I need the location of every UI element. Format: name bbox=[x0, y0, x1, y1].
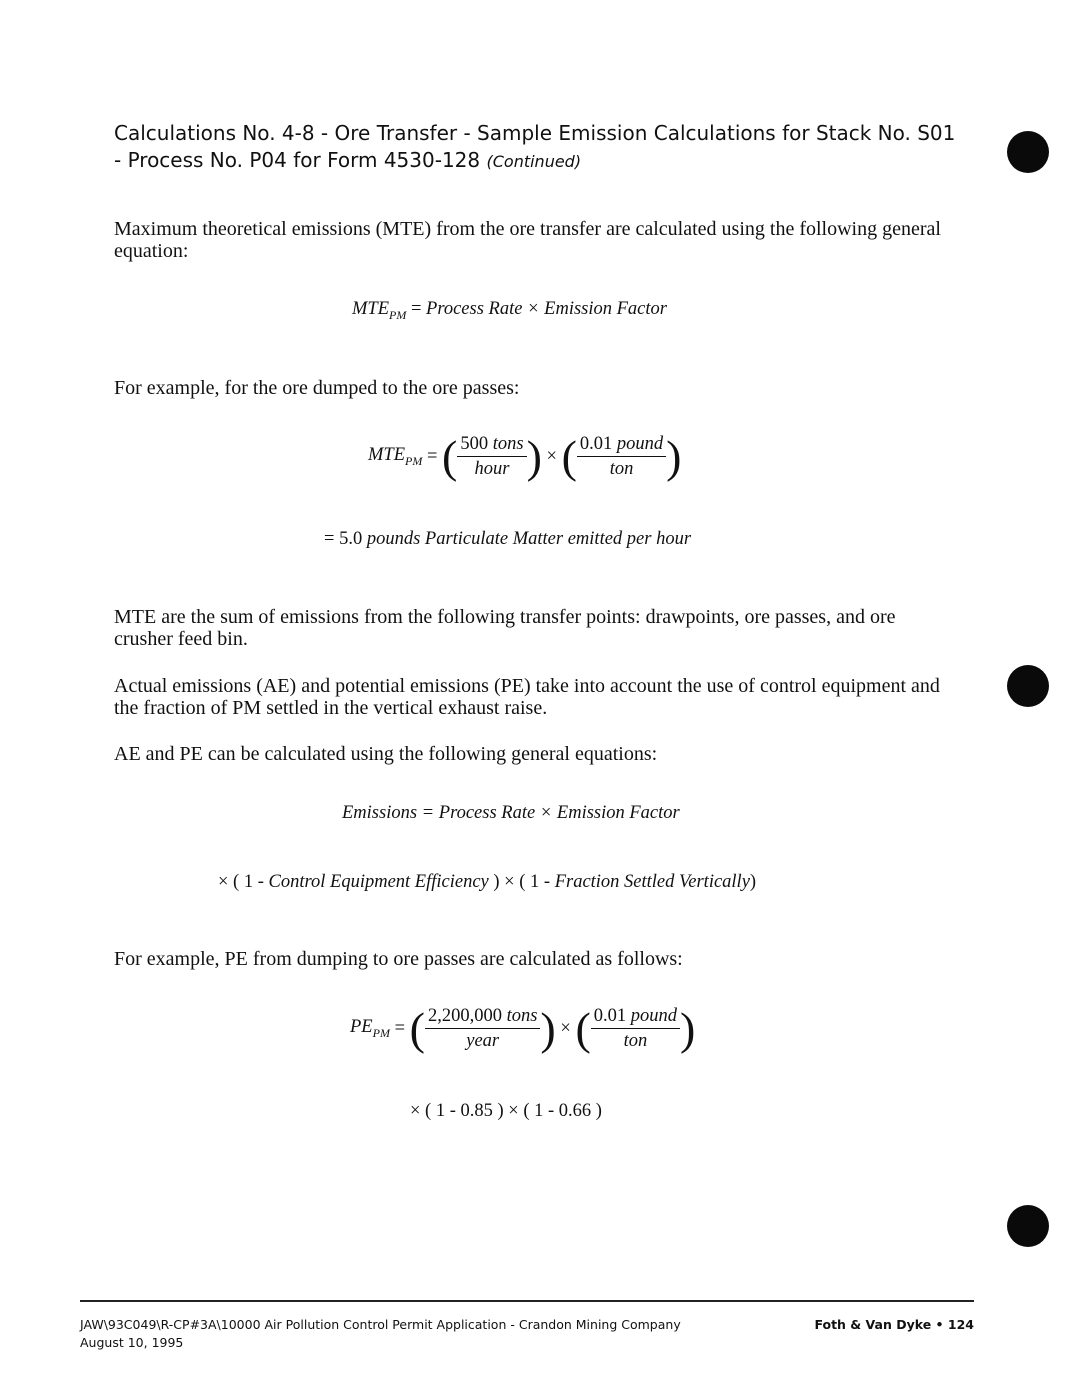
fraction-tons-per-hour bbox=[457, 434, 526, 480]
paren-close: ) bbox=[680, 1003, 696, 1054]
eq2-f2-num-unit: pound bbox=[616, 434, 664, 454]
eq4-f2-num-value: 0.01 bbox=[593, 1006, 627, 1026]
equation-mte-general bbox=[352, 299, 667, 323]
paragraph-ae-pe: Actual emissions (AE) and potential emissions (PE) take into account the use of control equipment and the fraction of PM settled in the vertical exhaust raise. bbox=[114, 675, 940, 719]
eq2-f2-den: ton bbox=[609, 459, 634, 479]
eq2-sub: PM bbox=[405, 454, 423, 468]
margin-bullet-dot bbox=[1007, 1205, 1049, 1247]
margin-bullet-dot bbox=[1007, 665, 1049, 707]
eq4-sub: PM bbox=[372, 1026, 390, 1040]
equation-emissions-line-2 bbox=[218, 872, 756, 893]
eq2-f1-den: hour bbox=[474, 459, 510, 479]
eq2-f2-num-value: 0.01 bbox=[579, 434, 613, 454]
paragraph-pe-example: For example, PE from dumping to ore passes are calculated as follows: bbox=[114, 948, 683, 970]
paren-close: ) bbox=[540, 1003, 556, 1054]
footer-path: JAW\93C049\R-CP#3A\10000 Air Pollution Control Permit Application - Crandon Mining Company bbox=[80, 1317, 681, 1332]
eq1-sub: PM bbox=[389, 308, 407, 322]
eq1-equals: = bbox=[410, 299, 422, 319]
equation-mte-example bbox=[368, 431, 682, 482]
paragraph-ore-example: For example, for the ore dumped to the ore passes: bbox=[114, 377, 520, 399]
paragraph-mte-intro: Maximum theoretical emissions (MTE) from the ore transfer are calculated using the following general equation: bbox=[114, 218, 941, 262]
eq4-f1-num-value: 2,200,000 bbox=[427, 1006, 502, 1026]
footer-date: August 10, 1995 bbox=[80, 1335, 184, 1350]
eq2-lhs: MTE bbox=[368, 445, 405, 465]
eq4-lhs: PE bbox=[350, 1017, 373, 1037]
footer-left bbox=[80, 1316, 780, 1352]
eq2-equals: = bbox=[426, 446, 438, 467]
eq4-f2-den: ton bbox=[623, 1031, 648, 1051]
heading-line-2 bbox=[114, 147, 994, 175]
eq4-times: × bbox=[560, 1018, 571, 1039]
fraction-tons-per-year bbox=[425, 1006, 540, 1052]
paren-open: ( bbox=[442, 431, 458, 482]
equation-pe-example bbox=[350, 1003, 696, 1054]
heading-line-2-text: - Process No. P04 for Form 4530-128 bbox=[114, 148, 481, 172]
heading-line-1: Calculations No. 4-8 - Ore Transfer - Sample Emission Calculations for Stack No. S01 bbox=[114, 121, 956, 145]
eq1-lhs: MTE bbox=[352, 299, 389, 319]
page-heading bbox=[114, 120, 994, 175]
eq2-f1-num-unit: tons bbox=[492, 434, 524, 454]
paren-open: ( bbox=[575, 1003, 591, 1054]
eq2-result-text: pounds Particulate Matter emitted per hour bbox=[366, 529, 692, 549]
paragraph-transfer-points: MTE are the sum of emissions from the following transfer points: drawpoints, ore passes, and ore crusher feed bin. bbox=[114, 606, 896, 650]
eq3-line2-b: Control Equipment Efficiency bbox=[268, 872, 489, 892]
eq2-result-equals: = bbox=[324, 529, 335, 549]
footer-company-page: Foth & Van Dyke • 124 bbox=[814, 1317, 974, 1332]
eq4-equals: = bbox=[394, 1018, 405, 1039]
equation-mte-result bbox=[324, 529, 691, 550]
paren-close: ) bbox=[666, 431, 682, 482]
eq2-f1-num-value: 500 bbox=[460, 434, 489, 454]
fraction-pound-per-ton bbox=[591, 1006, 680, 1052]
paren-open: ( bbox=[409, 1003, 425, 1054]
heading-continued: (Continued) bbox=[486, 152, 582, 171]
eq3-line2-c: ) × ( 1 - bbox=[493, 872, 551, 892]
eq2-times: × bbox=[546, 446, 557, 467]
fraction-pound-per-ton bbox=[577, 434, 666, 480]
eq3-line2-d: Fraction Settled Vertically bbox=[554, 872, 750, 892]
eq4-f2-num-unit: pound bbox=[630, 1006, 678, 1026]
eq1-rhs: Process Rate × Emission Factor bbox=[426, 299, 667, 319]
paren-close: ) bbox=[526, 431, 542, 482]
eq3-line2-e: ) bbox=[749, 872, 757, 892]
margin-bullet-dot bbox=[1007, 131, 1049, 173]
eq4-f1-den: year bbox=[466, 1031, 500, 1051]
paren-open: ( bbox=[561, 431, 577, 482]
eq4-f1-num-unit: tons bbox=[506, 1006, 538, 1026]
paragraph-general-equations: AE and PE can be calculated using the following general equations: bbox=[114, 743, 658, 765]
eq2-result-value: 5.0 bbox=[339, 529, 363, 549]
equation-pe-line-2: × ( 1 - 0.85 ) × ( 1 - 0.66 ) bbox=[410, 1101, 602, 1121]
eq3-line2-a: × ( 1 - bbox=[218, 872, 264, 892]
equation-emissions-line-1: Emissions = Process Rate × Emission Factor bbox=[342, 803, 680, 823]
footer-rule bbox=[80, 1300, 974, 1302]
